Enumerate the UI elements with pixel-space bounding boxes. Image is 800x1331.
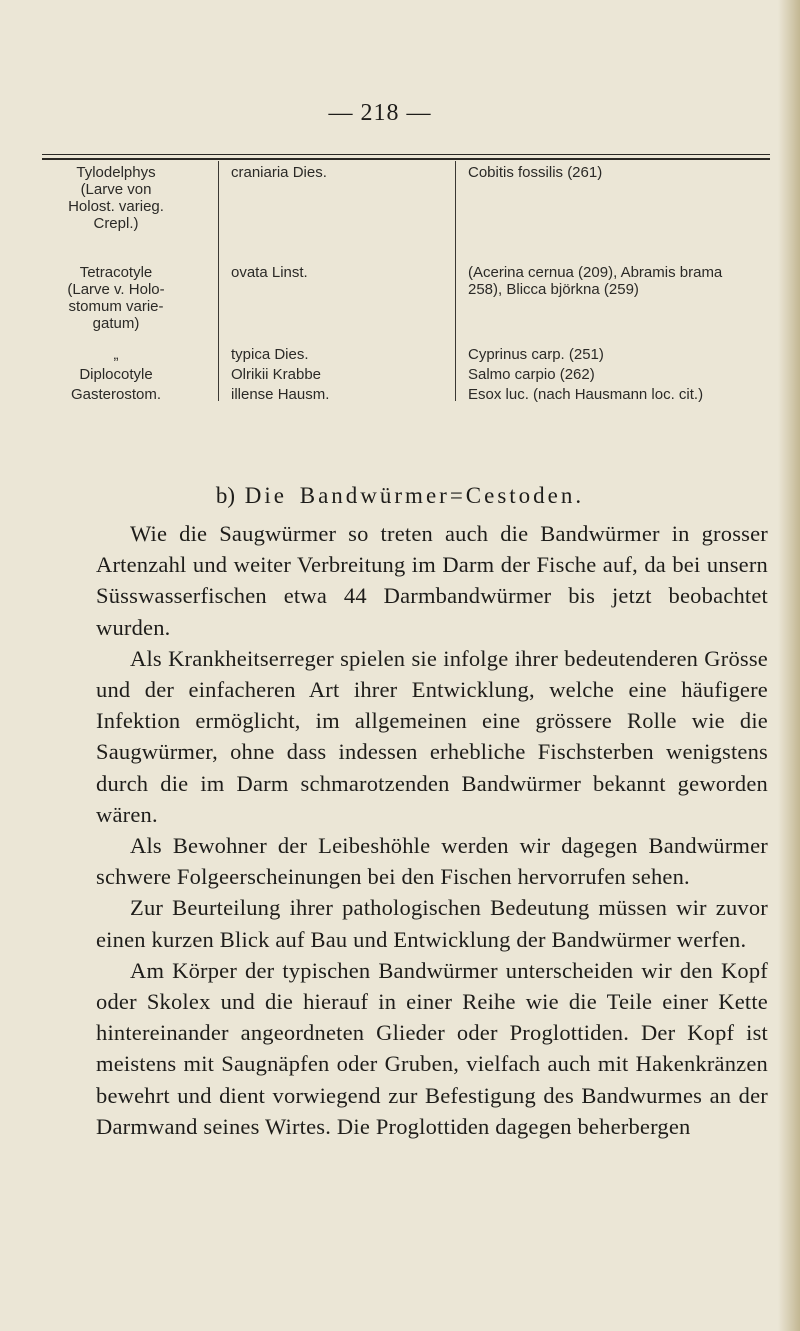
table-cell-fish: Cyprinus carp. (251) [468, 346, 604, 363]
page-number: — 218 — [328, 100, 432, 126]
table-cell-species: ovata Linst. [231, 264, 308, 281]
table-cell-fish: (Acerina cernua (209), Abramis brama 258), Blicca björkna (259) [468, 264, 723, 298]
paragraph: Zur Beurteilung ihrer pathologischen Bedeutung müssen wir zuvor einen kurzen Blick auf Bau und Entwicklung der Bandwürmer werfen. [96, 895, 768, 952]
paragraph: Wie die Saugwürmer so treten auch die Bandwürmer in grosser Artenzahl und weiter Verbreitung im Darm der Fische auf, da bei unsern Süsswasserfischen etwa 44 Darmbandwürmer bis jetzt beobachtet wurden. [96, 521, 768, 640]
section-prefix: b) [215, 483, 236, 508]
table-cell-host: Tylodelphys (Larve von Holost. varieg. Crepl.) [68, 164, 164, 232]
table-cell-species: Olrikii Krabbe [231, 366, 322, 383]
section-title: Die Bandwürmer=Cestoden. [244, 483, 585, 508]
page-edge-shadow [778, 0, 800, 1331]
table-cell-host: Gasterostom. [70, 386, 162, 403]
table-cell-fish: Salmo carpio (262) [468, 366, 595, 383]
table-cell-species: typica Dies. [231, 346, 309, 363]
table-cell-fish: Cobitis fossilis (261) [468, 164, 603, 181]
paragraph: Als Bewohner der Leibeshöhle werden wir dagegen Bandwürmer schwere Folgeerscheinungen bei den Fischen hervorrufen sehen. [96, 833, 768, 890]
paragraph: Als Krankheitserreger spielen sie infolge ihrer bedeutenderen Grösse und der einfacheren Art ihrer Entwicklung, welche eine häufigere Infektion ermöglicht, im allgemeinen eine grössere Rolle wie die Saugwürmer, ohne dass indessen erhebliche Fischsterben wenigstens durch die im Darm schmarotzenden Bandwürmer bekannt geworden wären. [96, 645, 768, 827]
table-cell-host: Tetracotyle (Larve v. Holo- stomum varie- gatum) [67, 264, 165, 332]
table-cell-species: craniaria Dies. [231, 164, 327, 181]
table-cell-host: „ [113, 346, 119, 363]
section-heading [0, 483, 800, 509]
column-divider [218, 161, 219, 401]
paragraph: Am Körper der typischen Bandwürmer unterscheiden wir den Kopf oder Skolex und die hierauf in einer Reihe wie die Teile einer Kette hintereinander angeordneten Glieder oder Proglottiden. Der Kopf ist meistens mit Saugnäpfen oder Gruben, vielfach auch mit Hakenkränzen bewehrt und dient vorwiegend zur Befestigung des Bandwurmes an der Darmwand seines Wirtes. Die Proglottiden dagegen beherbergen [96, 957, 768, 1139]
table-cell-species: illense Hausm. [231, 386, 330, 403]
body-text [96, 518, 768, 1142]
column-divider [455, 161, 456, 401]
table-cell-fish: Esox luc. (nach Hausmann loc. cit.) [468, 386, 704, 403]
table-cell-host: Diplocotyle [79, 366, 153, 383]
